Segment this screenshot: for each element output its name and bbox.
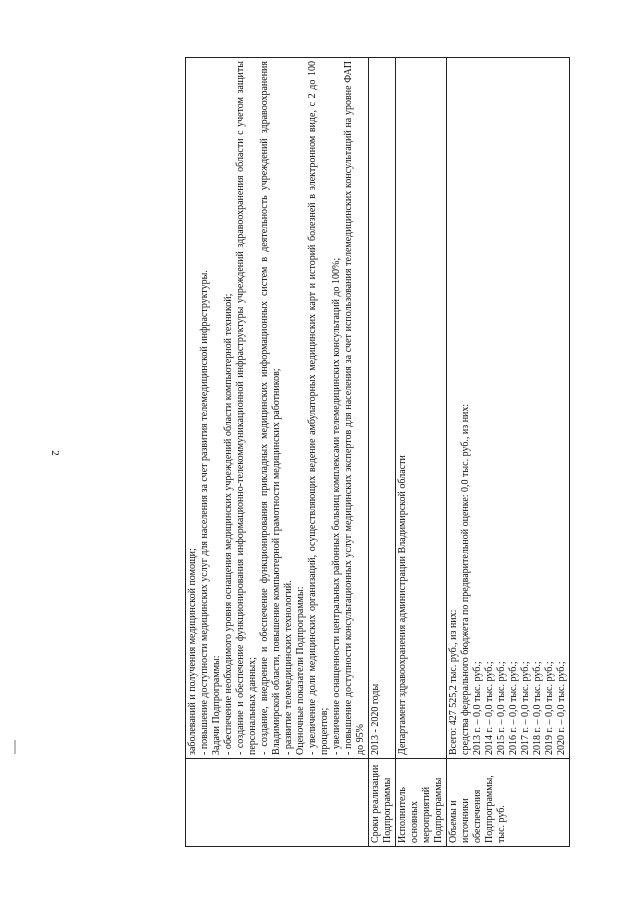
funding-content-cell xyxy=(447,58,570,759)
terms-value-cell: 2013 - 2020 годы xyxy=(369,58,396,759)
funding-year-line: 2016 г. – 0,0 тыс. руб.; xyxy=(508,661,519,755)
goals-label-cell xyxy=(186,759,369,847)
executor-value-cell: Департамент здравоохранения администрации Владимирской области xyxy=(396,58,447,759)
goals-line: заболеваний и получения медицинской помощи; xyxy=(187,548,198,755)
funding-year-line: 2014 г. – 0,0 тыс. руб.; xyxy=(484,661,495,755)
table-row-executor xyxy=(396,58,447,847)
funding-year-line: 2020 г. – 0,0 тыс. руб.; xyxy=(556,661,567,755)
margin-mark xyxy=(14,740,16,754)
page-number: 2 xyxy=(48,450,61,456)
funding-label-cell: Объемы и источники обеспечения Подпрограммы, тыс. руб. xyxy=(447,759,570,847)
goals-line: - повышение доступности медицинских услуг для населения за счет развития телемедицинской инфраструктуры. xyxy=(199,270,210,755)
executor-label-cell: Исполнитель основных мероприятий Подпрограммы xyxy=(396,759,447,847)
task-line: - развитие телемедицинских технологий. xyxy=(283,580,294,755)
funding-year-line: 2013 г. – 0,0 тыс. руб.; xyxy=(472,661,483,755)
funding-year-line: 2019 г. – 0,0 тыс. руб.; xyxy=(544,661,555,755)
funding-line: Всего: 427 525,2 тыс. руб., из них: xyxy=(448,609,459,755)
task-line: - создание и обеспечение функционирования информационно-телекоммуникационной инфраструктуры учреждений здравоохранения области с учетом защиты персональных данных; xyxy=(235,61,258,755)
indicator-line: - увеличение доли медицинских организаций, осуществляющих ведение амбулаторных медицинских карт и историй болезней в электронном виде, с 2 до 100 процентов; xyxy=(307,61,330,755)
funding-year-line: 2017 г. – 0,0 тыс. руб.; xyxy=(520,661,531,755)
table-row-funding xyxy=(447,58,570,847)
tasks-heading: Задачи Подпрограммы: xyxy=(211,655,222,755)
table-row-goals xyxy=(186,58,369,847)
table-row-terms xyxy=(369,58,396,847)
rotated-page-content xyxy=(185,57,567,847)
funding-year-line: 2018 г. – 0,0 тыс. руб.; xyxy=(532,661,543,755)
goals-content-cell xyxy=(186,58,369,759)
task-line: - обеспечение необходимого уровня оснащения медицинских учреждений области компьютерной техникой; xyxy=(223,293,234,755)
terms-label-cell: Сроки реализации Подпрограммы xyxy=(369,759,396,847)
funding-year-line: 2015 г. – 0,0 тыс. руб.; xyxy=(496,661,507,755)
indicator-line: - увеличение оснащенности центральных районных больниц комплексами телемедицинских консультаций до 100%; xyxy=(331,257,342,755)
task-line: - создание, внедрение и обеспечение функционирования прикладных медицинских информационных систем в деятельность учреждений здравоохранения Владимирской области, повышение компьютерной грамотности медицинских работников; xyxy=(259,61,282,755)
subprogram-passport-table xyxy=(185,57,570,847)
indicator-line: - повышение доступности консультационных услуг медицинских экспертов для населения за счет использования телемедицинских консультаций на уровне ФАП до 95% xyxy=(343,61,366,755)
funding-line: средства федерального бюджета по предварительной оценке: 0,0 тыс. руб., из них: xyxy=(460,403,471,755)
indicators-heading: Оценочные показатели Подпрограммы: xyxy=(295,586,306,755)
